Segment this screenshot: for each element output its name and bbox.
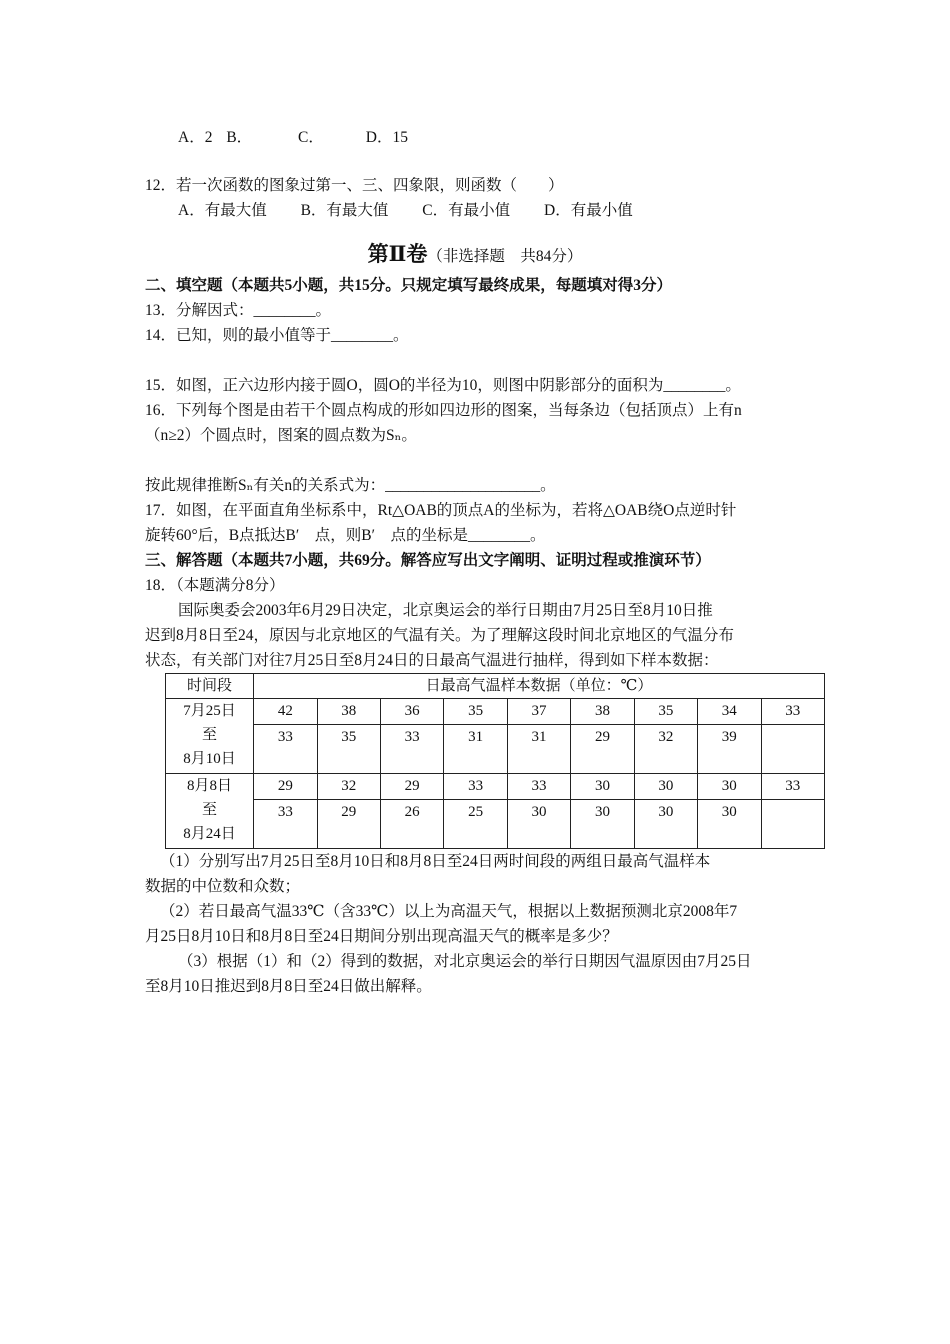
table-row [166,800,825,849]
q18-header: 18．（本题满分8分） [145,577,285,594]
period-label-line: 至 [202,802,218,818]
table-cell: 33 [380,725,443,774]
part2-title [0,238,950,268]
period-label-group1 [166,699,254,774]
q18-para1: 国际奥委会2003年6月29日决定，北京奥运会的举行日期由7月25日至8月10日推 [178,602,713,619]
q15: 15．如图，正六边形内接于圆O，圆O的半径为10，则图中阴影部分的面积为________。 [145,377,741,394]
table-cell: 37 [507,699,570,725]
table-header-row [166,674,825,699]
table-cell: 33 [761,699,825,725]
table-cell: 36 [380,699,443,725]
table-cell: 34 [698,699,761,725]
table-cell: 33 [761,774,825,800]
q12-options [178,200,633,222]
table-row [166,699,825,725]
q11-option-a: A．2 [178,129,213,146]
table-cell: 26 [380,800,443,849]
period-label-line: 8月10日 [183,751,236,767]
table-cell: 38 [571,699,634,725]
q12-option-c: C．有最小值 [422,202,511,219]
table-cell [761,800,825,849]
table-cell: 32 [634,725,697,774]
table-cell: 29 [571,725,634,774]
table-cell: 35 [444,699,507,725]
section3-heading: 三、解答题（本题共7小题，共69分。解答应写出文字阐明、证明过程或推演环节） [145,552,711,569]
period-label-line: 8月8日 [187,778,233,794]
table-cell: 33 [444,774,507,800]
table-cell: 30 [571,800,634,849]
table-cell: 30 [698,774,761,800]
table-cell: 39 [698,725,761,774]
table-cell: 30 [571,774,634,800]
q18-para3: 状态，有关部门对往7月25日至8月24日的日最高气温进行抽样，得到如下样本数据： [145,652,719,669]
q16-line2: （n≥2）个圆点时，图案的圆点数为Sₙ。 [145,427,417,444]
period-label-group2 [166,774,254,849]
table-row [166,774,825,800]
table-cell [761,725,825,774]
header-data: 日最高气温样本数据（单位：℃） [254,674,825,699]
q16-line3: 按此规律推断Sₙ有关n的关系式为：____________________。 [145,477,556,494]
table-cell: 35 [634,699,697,725]
q18-sub3-line1: （3）根据（1）和（2）得到的数据，对北京奥运会的举行日期因气温原因由7月25日 [178,953,752,970]
q11-option-b: B． [226,129,253,146]
q18-sub1-line2: 数据的中位数和众数； [145,878,301,895]
q12-option-b: B．有最大值 [300,202,389,219]
table-cell: 38 [317,699,380,725]
temperature-table [165,673,825,849]
table-cell: 35 [317,725,380,774]
table-cell: 30 [634,800,697,849]
q18-sub3-line2: 至8月10日推迟到8月8日至24日做出解释。 [145,978,432,995]
q18-sub2-line2: 月25日8月10日和8月8日至24日期间分别出现高温天气的概率是多少？ [145,928,618,945]
table-cell: 29 [317,800,380,849]
q18-sub2-line1: （2）若日最高气温33℃（含33℃）以上为高温天气，根据以上数据预测北京2008年7 [160,903,738,920]
q14: 14．已知，则的最小值等于________。 [145,327,409,344]
q12-option-d: D．有最小值 [544,202,633,219]
header-period: 时间段 [166,674,254,699]
table-cell: 32 [317,774,380,800]
period-label-line: 8月24日 [183,826,236,842]
table-cell: 33 [254,800,317,849]
q11-option-c: C． [298,129,324,146]
q12-stem: 12．若一次函数的图象过第一、三、四象限，则函数（ ） [145,177,564,194]
table-cell: 31 [507,725,570,774]
period-label-line: 至 [202,727,218,743]
section2-heading: 二、填空题（本题共5小题，共15分。只规定填写最终成果，每题填对得3分） [145,277,673,294]
q13: 13．分解因式：________。 [145,302,332,319]
table-cell: 30 [507,800,570,849]
q11-option-d: D．15 [365,129,408,146]
table-cell: 33 [507,774,570,800]
period-label-line: 7月25日 [183,703,236,719]
q17-line1: 17．如图，在平面直角坐标系中，Rt△OAB的顶点A的坐标为，若将△OAB绕O点逆时针 [145,502,737,519]
table-cell: 31 [444,725,507,774]
table-cell: 30 [634,774,697,800]
table-cell: 25 [444,800,507,849]
q17-line2: 旋转60°后，B点抵达B′ 点，则B′ 点的坐标是________。 [145,527,546,544]
part2-title-main: 第Ⅱ卷 [367,242,428,266]
table-cell: 29 [380,774,443,800]
table-cell: 30 [698,800,761,849]
q18-sub1-line1: （1）分别写出7月25日至8月10日和8月8日至24日两时间段的两组日最高气温样本 [160,853,711,870]
q18-para2: 迟到8月8日至24，原因与北京地区的气温有关。为了理解这段时间北京地区的气温分布 [145,627,735,644]
q16-line1: 16．下列每个图是由若干个圆点构成的形如四边形的图案，当每条边（包括顶点）上有n [145,402,742,419]
table-cell: 33 [254,725,317,774]
table-row [166,725,825,774]
q11-options [178,127,408,149]
table-cell: 29 [254,774,317,800]
q12-option-a: A．有最大值 [178,202,267,219]
part2-title-sub: （非选择题 共84分） [427,248,583,265]
table-cell: 42 [254,699,317,725]
